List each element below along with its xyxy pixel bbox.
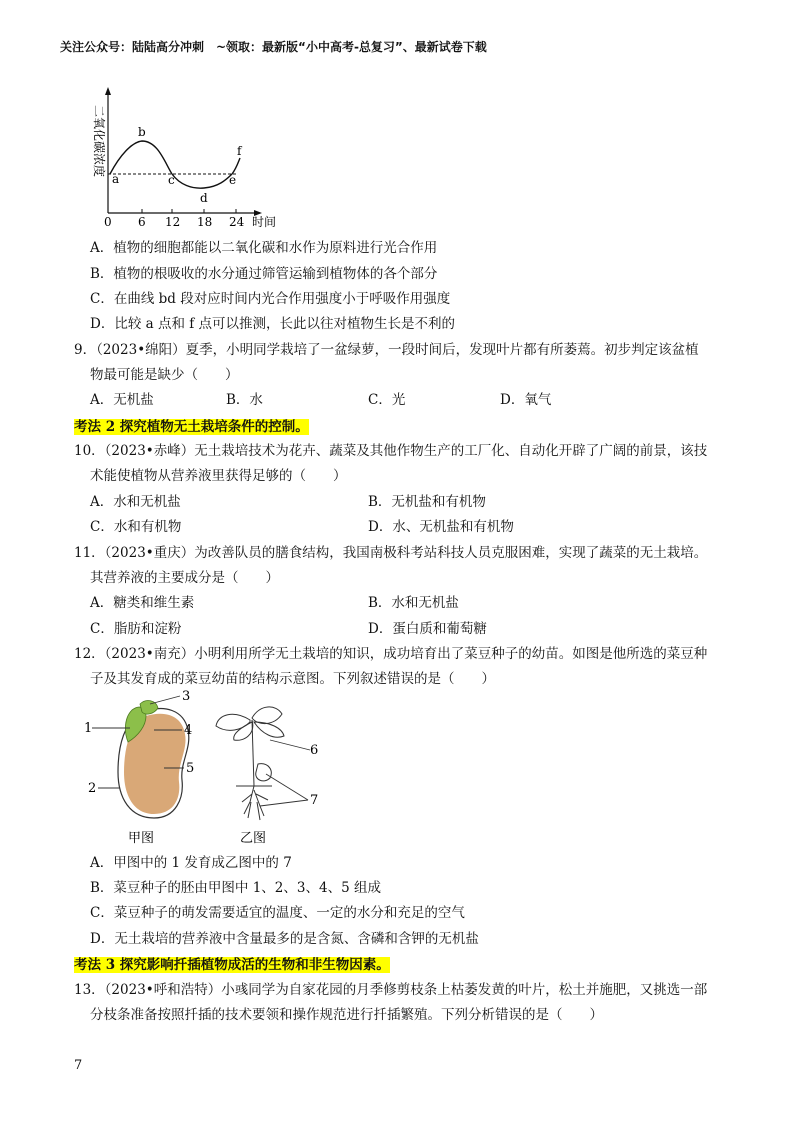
bean-seedling: [216, 707, 284, 820]
q12-stem-line1: 12．（2023•南充）小明利用所学无土栽培的知识，成功培育出了菜豆种子的幼苗。如图是他所选的菜豆种: [74, 646, 708, 662]
q12-option-a: A．甲图中的 1 发育成乙图中的 7: [90, 855, 292, 871]
q11-option-d: D．蛋白质和葡萄糖: [368, 621, 487, 637]
q8-option-d: D．比较 a 点和 f 点可以推测，长此以往对植物生长是不利的: [90, 316, 456, 332]
q8-option-b: B．植物的根吸收的水分通过筛管运输到植物体的各个部分: [90, 266, 438, 282]
q9-stem-line1: 9．（2023•绵阳）夏季，小明同学栽培了一盆绿萝，一段时间后，发现叶片都有所萎蔫。初步判定该盆植: [74, 342, 699, 358]
page-header: 关注公众号：陆陆高分冲刺 ~领取：最新版“小中高考-总复习”、最新试卷下载: [60, 40, 487, 54]
x-tick-18: 18: [197, 215, 213, 229]
point-f: f: [237, 144, 242, 158]
section-3-heading: 考法 3 探究影响扦插植物成活的生物和非生物因素。: [74, 957, 390, 973]
q10-option-a: A．水和无机盐: [90, 494, 181, 510]
q9-option-a: A．无机盐: [90, 392, 154, 408]
q10-stem-line1: 10．（2023•赤峰）无土栽培技术为花卉、蔬菜及其他作物生产的工厂化、自动化开辟了广阔的前景，该技: [74, 443, 708, 459]
caption-jia: 甲图: [128, 831, 155, 846]
seed-label-2: 2: [88, 781, 97, 796]
q9-option-c: C．光: [368, 392, 406, 408]
q10-stem-line2: 术能使植物从营养液里获得足够的（ ）: [90, 468, 347, 484]
seedling-label-6: 6: [310, 743, 319, 758]
seed-label-4: 4: [184, 723, 193, 738]
point-a: a: [112, 172, 120, 186]
seed-label-3: 3: [182, 690, 191, 704]
x-tick-6: 6: [138, 215, 146, 229]
section-2-heading: 考法 2 探究植物无土栽培条件的控制。: [74, 419, 309, 435]
q12-option-c: C．菜豆种子的萌发需要适宜的温度、一定的水分和充足的空气: [90, 905, 465, 921]
q12-option-d: D．无土栽培的营养液中含量最多的是含氮、含磷和含钾的无机盐: [90, 931, 479, 947]
q10-option-d: D．水、无机盐和有机物: [368, 519, 514, 535]
q11-option-a: A．糖类和维生素: [90, 595, 195, 611]
q10-option-b: B．无机盐和有机物: [368, 494, 486, 510]
bean-seed-seedling-figure: [84, 690, 334, 850]
point-e: e: [229, 173, 237, 187]
q8-option-c: C．在曲线 bd 段对应时间内光合作用强度小于呼吸作用强度: [90, 291, 451, 307]
q8-option-a: A．植物的细胞都能以二氧化碳和水作为原料进行光合作用: [90, 240, 438, 256]
q9-option-d: D．氧气: [500, 392, 552, 408]
seedling-label-7: 7: [310, 793, 319, 808]
q10-option-c: C．水和有机物: [90, 519, 182, 535]
x-axis-label: 时间: [252, 215, 277, 229]
q13-stem-line2: 分枝条准备按照扦插的技术要领和操作规范进行扦插繁殖。下列分析错误的是（ ）: [90, 1007, 603, 1023]
page-number: 7: [74, 1058, 83, 1073]
point-c: c: [168, 173, 175, 187]
q12-stem-line2: 子及其发育成的菜豆幼苗的结构示意图。下列叙述错误的是（ ）: [90, 671, 495, 687]
y-axis-arrow: [105, 87, 111, 95]
q11-option-c: C．脂肪和淀粉: [90, 621, 182, 637]
co2-concentration-graph: [80, 85, 290, 230]
q11-stem-line2: 其营养液的主要成分是（ ）: [90, 570, 279, 586]
seed-label-5: 5: [186, 761, 195, 776]
x-tick-12: 12: [165, 215, 181, 229]
seed-label-1: 1: [84, 721, 93, 736]
q9-option-b: B．水: [226, 392, 263, 408]
point-b: b: [138, 125, 146, 139]
x-tick-0: 0: [104, 215, 112, 229]
point-d: d: [200, 191, 208, 205]
q11-option-b: B．水和无机盐: [368, 595, 459, 611]
y-axis-label: 二氧化碳浓度: [92, 105, 106, 178]
q12-option-b: B．菜豆种子的胚由甲图中 1、2、3、4、5 组成: [90, 880, 381, 896]
q9-stem-line2: 物最可能是缺少（ ）: [90, 367, 239, 383]
q11-stem-line1: 11．（2023•重庆）为改善队员的膳食结构，我国南极科考站科技人员克服困难，实现了蔬菜的无土栽培。: [74, 545, 708, 561]
caption-yi: 乙图: [240, 831, 267, 846]
q13-stem-line1: 13．（2023•呼和浩特）小彧同学为自家花园的月季修剪枝条上枯萎发黄的叶片，松土并施肥，又挑选一部: [74, 982, 708, 998]
co2-curve: [110, 141, 240, 188]
x-tick-24: 24: [229, 215, 245, 229]
